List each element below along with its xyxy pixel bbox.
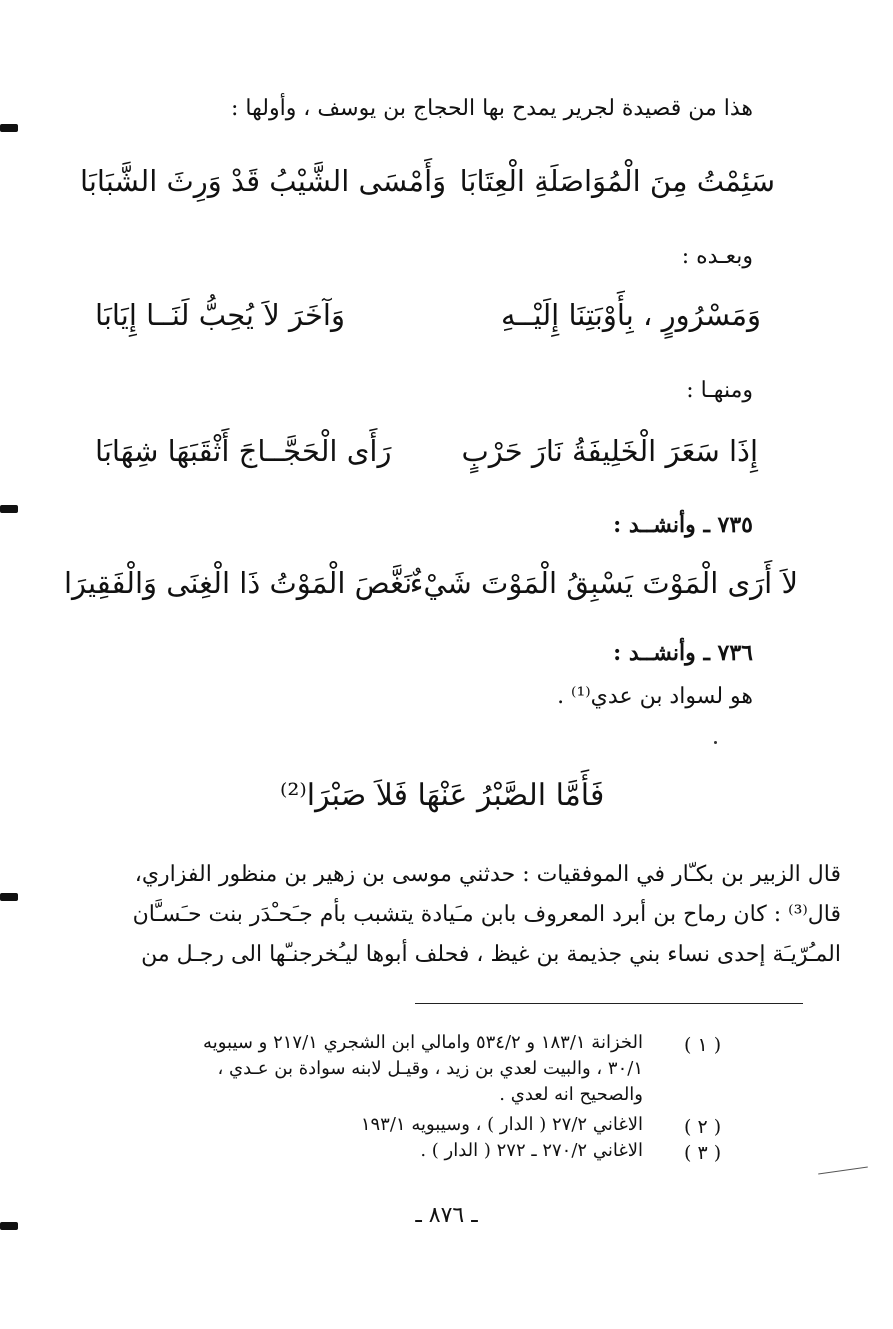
scan-mark: [818, 1167, 868, 1175]
footnote-1-line-3: والصحيح انه لعدي .: [499, 1084, 643, 1105]
verse-735-second-hemistich: نَغَّصَ الْمَوْتُ ذَا الْغِنَى وَالْفَقِيرَا: [64, 566, 413, 600]
body-line-3: المـُرّيـَة إحدى نساء بني جذيمة بن غيظ ، فحلف أبوها ليـُخرجنـّها الى رجـل من: [141, 942, 841, 967]
binding-mark: [0, 893, 18, 901]
verse-1-second-hemistich: وَأَمْسَى الشَّيْبُ قَدْ وَرِثَ الشَّبَابَا: [80, 164, 447, 198]
footnote-separator: [415, 1003, 803, 1004]
footnote-1-line-1: الخزانة ١٨٣/١ و ٥٣٤/٢ وامالي ابن الشجري ٢١٧/١ و سيبويه: [203, 1032, 643, 1053]
section-736-heading: ٧٣٦ ـ وأنشــد :: [613, 640, 753, 666]
attribution-line: هو لسواد بن عدي⁽¹⁾ .: [557, 684, 753, 709]
footnote-3-number: ( ٣ ): [684, 1142, 722, 1164]
verse-3-second-hemistich: رَأَى الْحَجَّــاجَ أَثْقَبَهَا شِهَابَا: [95, 434, 392, 468]
footnote-2-line-1: الاغاني ٢٧/٢ ( الدار ) ، وسيبويه ١٩٣/١: [360, 1114, 643, 1135]
footnote-3-line-1: الاغاني ٢٧٠/٢ ـ ٢٧٢ ( الدار ) .: [420, 1140, 643, 1161]
body-line-1: قال الزبير بن بكـّار في الموفقيات : حدثني موسى بن زهير بن منظور الفزاري،: [134, 862, 841, 887]
body-line-2: قال⁽³⁾ : كان رماح بن أبرد المعروف بابن مـَيادة يتشبب بأم جـَحـْدَر بنت حـَسـَّان: [132, 902, 841, 927]
scan-speck: [714, 741, 717, 744]
from-label: ومنهـا :: [686, 378, 753, 403]
page-number: ـ ٨٧٦ ـ: [415, 1203, 478, 1228]
centered-verse: فَأَمَّا الصَّبْرُ عَنْهَا فَلاَ صَبْرَا⁽²⁾: [280, 778, 605, 813]
footnote-2-number: ( ٢ ): [684, 1116, 722, 1138]
binding-mark: [0, 505, 18, 513]
verse-2-first-hemistich: وَمَسْرُورٍ ، بِأَوْبَتِنَا إِلَيْــهِ: [501, 298, 761, 332]
verse-2-second-hemistich: وَآخَرَ لاَ يُحِبُّ لَنَــا إِيَابَا: [95, 298, 345, 332]
intro-line: هذا من قصيدة لجرير يمدح بها الحجاج بن يوسف ، وأولها :: [231, 96, 753, 121]
footnote-1-line-2: ٣٠/١ ، والبيت لعدي بن زيد ، وقيـل لابنه سوادة بن عـدي ،: [217, 1058, 643, 1079]
footnote-1-number: ( ١ ): [684, 1034, 722, 1056]
section-735-heading: ٧٣٥ ـ وأنشــد :: [613, 512, 753, 538]
verse-1-first-hemistich: سَئِمْتُ مِنَ الْمُوَاصَلَةِ الْعِتَابَا: [459, 164, 775, 198]
verse-735-first-hemistich: لاَ أَرَى الْمَوْتَ يَسْبِقُ الْمَوْتَ شَيْءٌ: [409, 566, 798, 600]
verse-3-first-hemistich: إِذَا سَعَرَ الْخَلِيفَةُ نَارَ حَرْبٍ: [461, 434, 758, 468]
binding-mark: [0, 124, 18, 132]
after-label: وبعـده :: [681, 244, 753, 269]
